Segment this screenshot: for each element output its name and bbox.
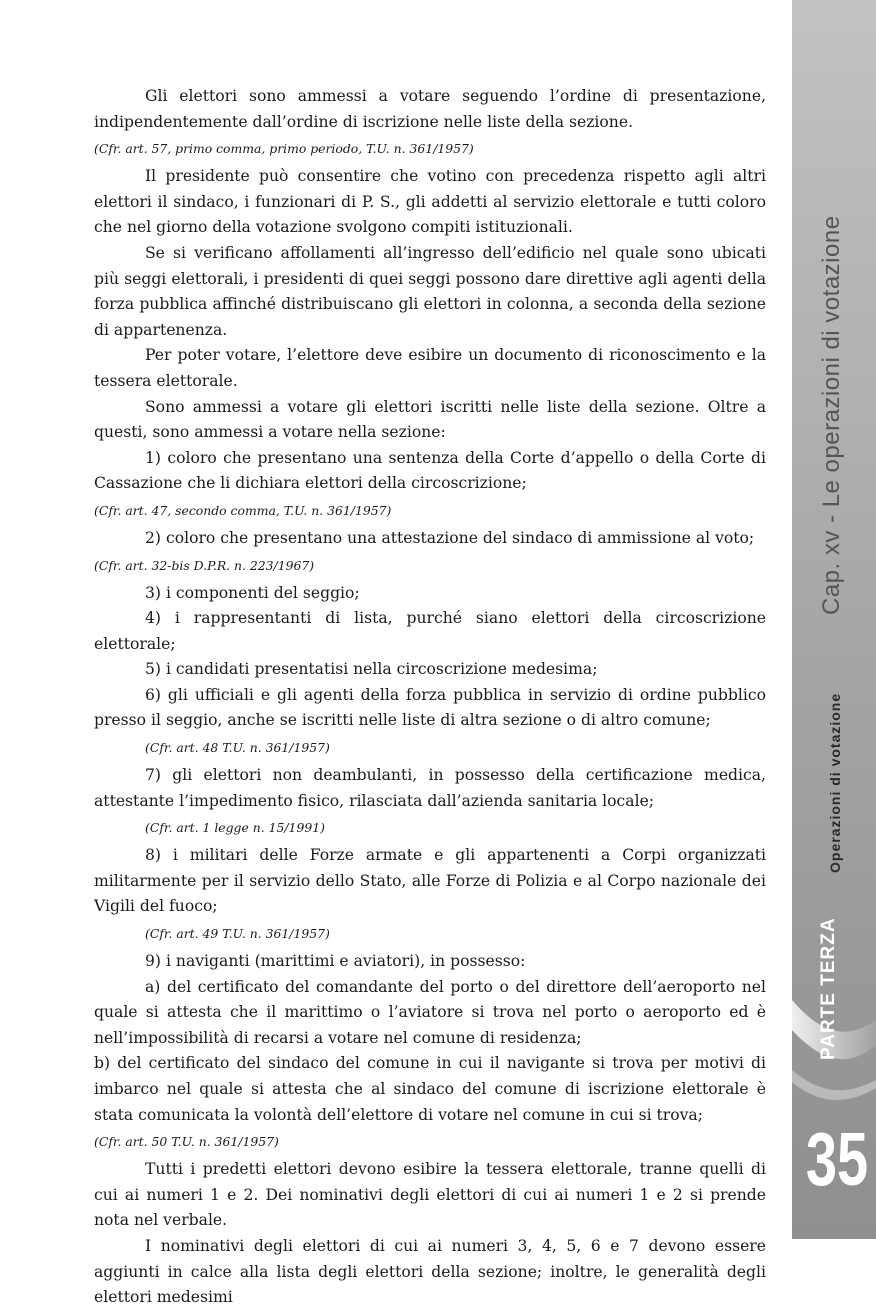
paragraph: 8) i militari delle Forze armate e gli appartenenti a Corpi organizzati militarmente per il servizio dello Stato, alle Forze di Polizia e al Corpo nazionale dei Vigili del fuoco; <box>94 846 766 916</box>
paragraph: 4) i rappresentanti di lista, purché siano elettori della circoscrizione elettorale; <box>94 609 766 653</box>
paragraph: b) del certificato del sindaco del comune in cui il navigante si trova per motivi di imbarco nel quale si attesta che al sindaco del comune di iscrizione elettorale è stata comunicata la volontà dell’elettore di votare nel comune in cui si trova; <box>94 1054 766 1124</box>
paragraph: 6) gli ufficiali e gli agenti della forza pubblica in servizio di ordine pubblico presso il seggio, anche se iscritti nelle liste di altra sezione o di altro comune; <box>94 685 766 730</box>
citation: (Cfr. art. 57, primo comma, primo periodo, T.U. n. 361/1957) <box>94 141 474 157</box>
citation: (Cfr. art. 32-bis D.P.R. n. 223/1967) <box>94 557 315 573</box>
part-title: PARTE TERZA <box>818 917 839 1060</box>
paragraph: I nominativi degli elettori di cui ai numeri 3, 4, 5, 6 e 7 devono essere aggiunti in calce alla lista degli elettori della sezione; inoltre, le generalità degli elettori medesimi <box>94 1236 766 1307</box>
paragraph: Il presidente può consentire che votino con precedenza rispetto agli altri elettori il sindaco, i funzionari di P. S., gli addetti al servizio elettorale e tutti coloro che nel giorno della votazione svolgono compiti istituzionali. <box>94 167 766 237</box>
citation: (Cfr. art. 48 T.U. n. 361/1957) <box>145 740 330 756</box>
citation: (Cfr. art. 50 T.U. n. 361/1957) <box>94 1134 279 1150</box>
paragraph: Gli elettori sono ammessi a votare seguendo l’ordine di presentazione, indipendentemente dall’ordine di iscrizione nelle liste della sezione. <box>94 87 766 131</box>
chapter-title: Cap. xv - Le operazioni di votazione <box>818 215 845 615</box>
paragraph: Per poter votare, l’elettore deve esibire un documento di riconoscimento e la tessera elettorale. <box>94 346 766 390</box>
citation: (Cfr. art. 1 legge n. 15/1991) <box>145 820 325 836</box>
page-number: 35 <box>805 1116 869 1202</box>
paragraph: 3) i componenti del seggio; <box>145 583 360 602</box>
section-title: Operazioni di votazione <box>827 692 843 873</box>
paragraph: a) del certificato del comandante del porto o del direttore dell’aeroporto nel quale si attesta che il marittimo o l’aviatore si trova nel porto o aeroporto ed è nell’impossibilità di recarsi a votare nel comune di residenza; <box>94 977 766 1047</box>
paragraph: 2) coloro che presentano una attestazione del sindaco di ammissione al voto; <box>145 528 755 547</box>
paragraph: 9) i naviganti (marittimi e aviatori), in possesso: <box>145 952 526 971</box>
paragraph: 5) i candidati presentatisi nella circoscrizione medesima; <box>145 660 598 679</box>
paragraph: Sono ammessi a votare gli elettori iscritti nelle liste della sezione. Oltre a questi, sono ammessi a votare nella sezione: <box>94 397 766 442</box>
body-text <box>94 84 766 1311</box>
citation: (Cfr. art. 47, secondo comma, T.U. n. 361/1957) <box>94 502 392 518</box>
paragraph: Tutti i predetti elettori devono esibire la tessera elettorale, tranne quelli di cui ai numeri 1 e 2. Dei nominativi degli elettori di cui ai numeri 1 e 2 si prende nota nel verbale. <box>94 1160 766 1230</box>
paragraph: 1) coloro che presentano una sentenza della Corte d’appello o della Corte di Cassazione che li dichiara elettori della circoscrizione; <box>94 448 766 493</box>
citation: (Cfr. art. 49 T.U. n. 361/1957) <box>145 926 330 942</box>
paragraph: 7) gli elettori non deambulanti, in possesso della certificazione medica, attestante l’impedimento fisico, rilasciata dall’azienda sanitaria locale; <box>94 766 766 810</box>
paragraph: Se si verificano affollamenti all’ingresso dell’edificio nel quale sono ubicati più seggi elettorali, i presidenti di quei seggi possono dare direttive agli agenti della forza pubblica affinché distribuiscano gli elettori in colonna, a seconda della sezione di appartenenza. <box>94 243 766 339</box>
